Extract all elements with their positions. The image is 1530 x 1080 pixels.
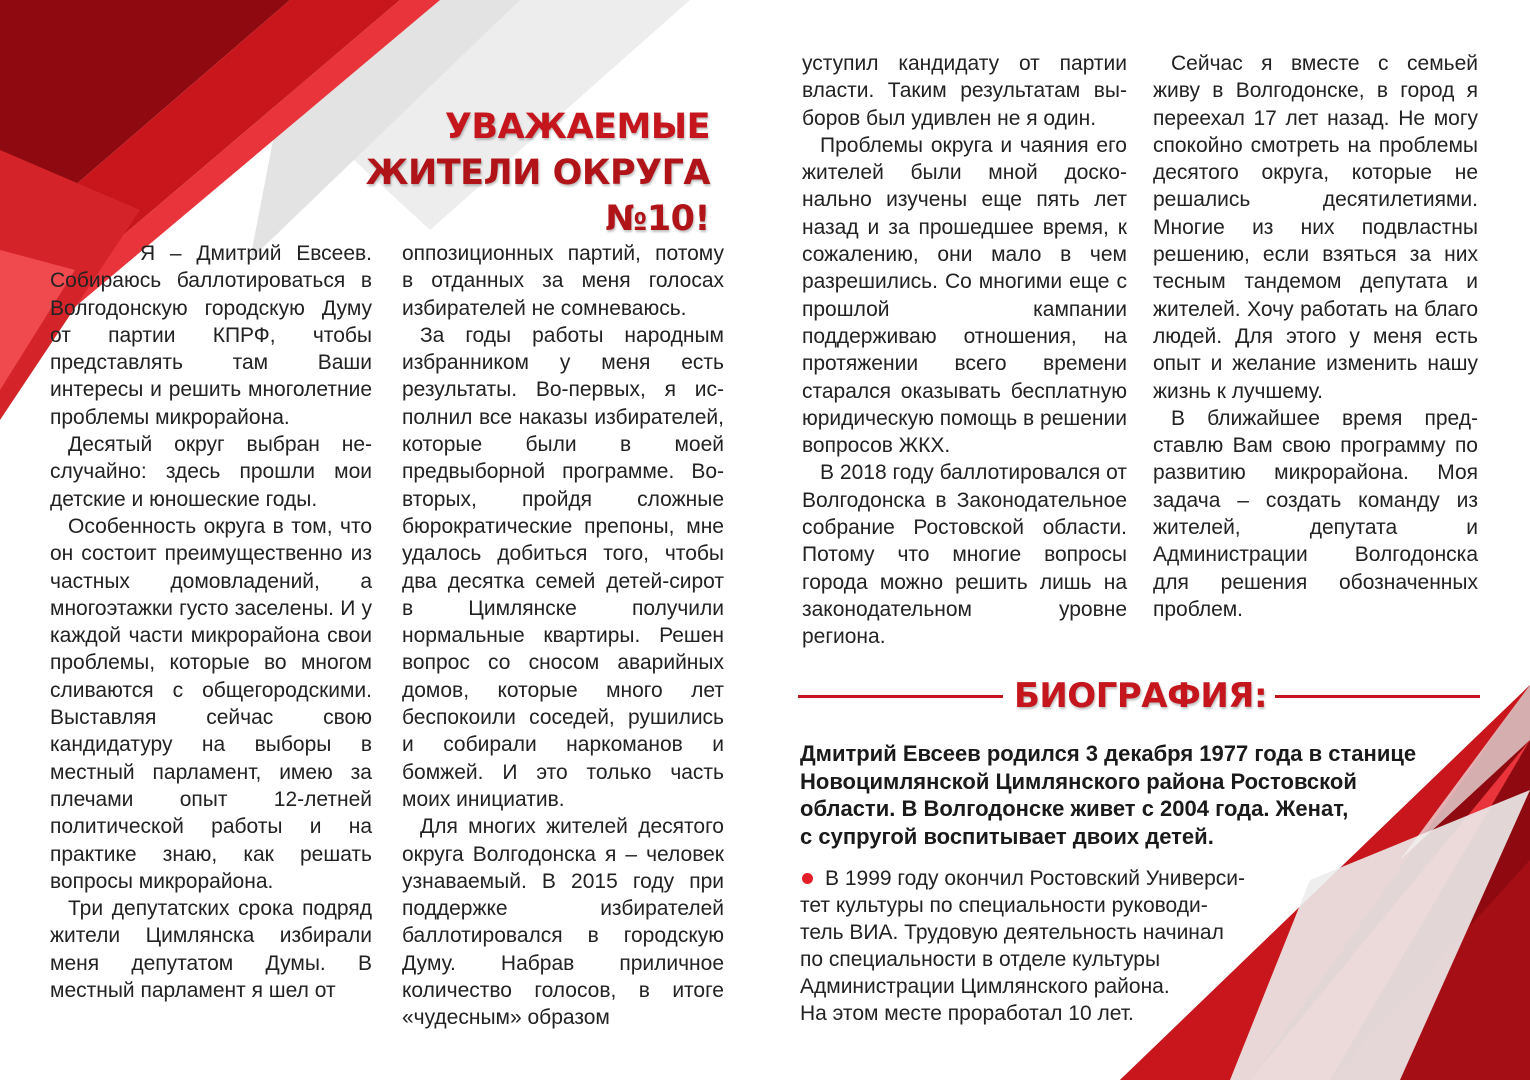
paragraph: В ближайшее время представлю Вам свою программу по развитию микрорайона. Моя задача – создать команду из жителей, депутата и Администрации Волгодонска для решения обозначенных проблем. [1153, 406, 1478, 621]
paragraph: Особенность округа в том, что он состоит преимущественно из частных домовладений, а многоэтажки густо заселены. И у каждой части микрорайона свои проблемы, которые во многом сливаются с общегородскими. Выставляя сейчас свою кандидатуру на выборы в местный парламент, имею за плечами опыт 12-летней политической работы и на практике знаю, как решать вопросы микрорайона. [50, 514, 372, 893]
biography-item-line-first [800, 865, 1320, 892]
biography-item-line: тель ВИА. Трудовую деятельность начинал [800, 921, 1224, 944]
article-column-1 [50, 240, 372, 1004]
biography-lead-line: Новоцимлянской Цимлянского района Ростовской [800, 768, 1357, 794]
biography-lead-line: с супругой воспитывает двоих детей. [800, 823, 1214, 849]
article-column-4 [1153, 50, 1478, 623]
paragraph: За годы работы народным избранником у меня есть результаты. Во-первых, я исполнил все наказы избирателей, которые были в моей предвыборной программе. Во-вторых, пройдя сложные бюрократические препоны, мне удалось добиться того, чтобы два десятка семей детей-сирот в Цимлянске получили нормальные квартиры. Решен вопрос со сносом аварийных домов, которые много лет беспокоили соседей, рушились и собирали наркоманов и бомжей. И это только часть моих инициатив. [402, 323, 724, 811]
headline-line-2: ЖИТЕЛИ ОКРУГА №10! [365, 153, 710, 239]
article-column-3 [802, 50, 1127, 651]
paragraph: Три депутатских срока подряд жители Цимлянска избирали меня депутатом Думы. В местный парламент я шел от [50, 897, 372, 1003]
paragraph: Проблемы округа и чаяния его жителей были мной досконально изучены еще пять лет назад и за прошедшее время, к сожалению, они мало в чем разрешились. Со многими еще с прошлой кампании поддерживаю отношения, на протяжении всего времени старался оказывать бесплатную юридическую помощь в решении вопросов ЖКХ. [802, 133, 1127, 458]
biography-item-line: На этом месте проработал 10 лет. [800, 1002, 1134, 1025]
divider-right [1275, 695, 1480, 698]
biography-lead [800, 740, 1430, 850]
article-column-2 [402, 240, 724, 1032]
biography-lead-line: Дмитрий Евсеев родился 3 декабря 1977 года в станице [800, 741, 1417, 766]
divider-left [798, 695, 1003, 698]
paragraph: Сейчас я вместе с семьей живу в Волгодонске, в город я переехал 17 лет назад. Не могу спокойно смотреть на проблемы десятого округа, которые не решались десятилетиями. Многие из них подвластны решению, если взяться за них тесным тандемом депутата и жителей. Хочу работать на благо людей. Для этого у меня есть опыт и желание изменить нашу жизнь к лучшему. [1153, 52, 1478, 403]
bullet-dot-icon [802, 873, 813, 884]
headline [260, 104, 710, 242]
paragraph: В 2018 году баллотировался от Волгодонска в Законодательное собрание Ростовской области. Потому что многие вопросы города можно решить лишь на законодательном уровне региона. [802, 461, 1127, 649]
biography-item-line: Администрации Цимлянского района. [800, 975, 1170, 998]
biography-lead-line: области. В Волгодонске живет с 2004 года. Женат, [800, 796, 1349, 821]
headline-line-1: УВАЖАЕМЫЕ [444, 107, 710, 147]
paragraph: Десятый округ выбран неслучайно: здесь прошли мои детские и юношеские годы. [50, 433, 372, 511]
paragraph: оппозиционных партий, потому в отданных за меня голосах избирателей не сомневаюсь. [402, 242, 724, 320]
paragraph: уступил кандидату от партии власти. Таким результатам выборов был удивлен не я один. [802, 52, 1127, 130]
biography-item-text: В 1999 году окончил Ростовский Универси- [825, 867, 1245, 890]
paragraph: Для многих жителей десятого округа Волгодонска я – человек узнаваемый. В 2015 году при поддержке избирателей баллотировался в городскую Думу. Набрав приличное количество голосов, в итоге «чудесным» образом [402, 815, 724, 1030]
biography-item-line: по специальности в отделе культуры [800, 948, 1161, 971]
biography-item-line: тет культуры по специальности руководи- [800, 894, 1208, 917]
biography-heading [798, 672, 1480, 720]
biography-item [800, 865, 1320, 1027]
paragraph: Я – Дмитрий Евсеев. Собираюсь баллотироваться в Волгодонскую городскую Думу от партии КПРФ, чтобы представлять там Ваши интересы и решить многолетние проблемы микрорайона. [50, 242, 372, 429]
biography-heading-label: БИОГРАФИЯ: [1013, 676, 1268, 716]
